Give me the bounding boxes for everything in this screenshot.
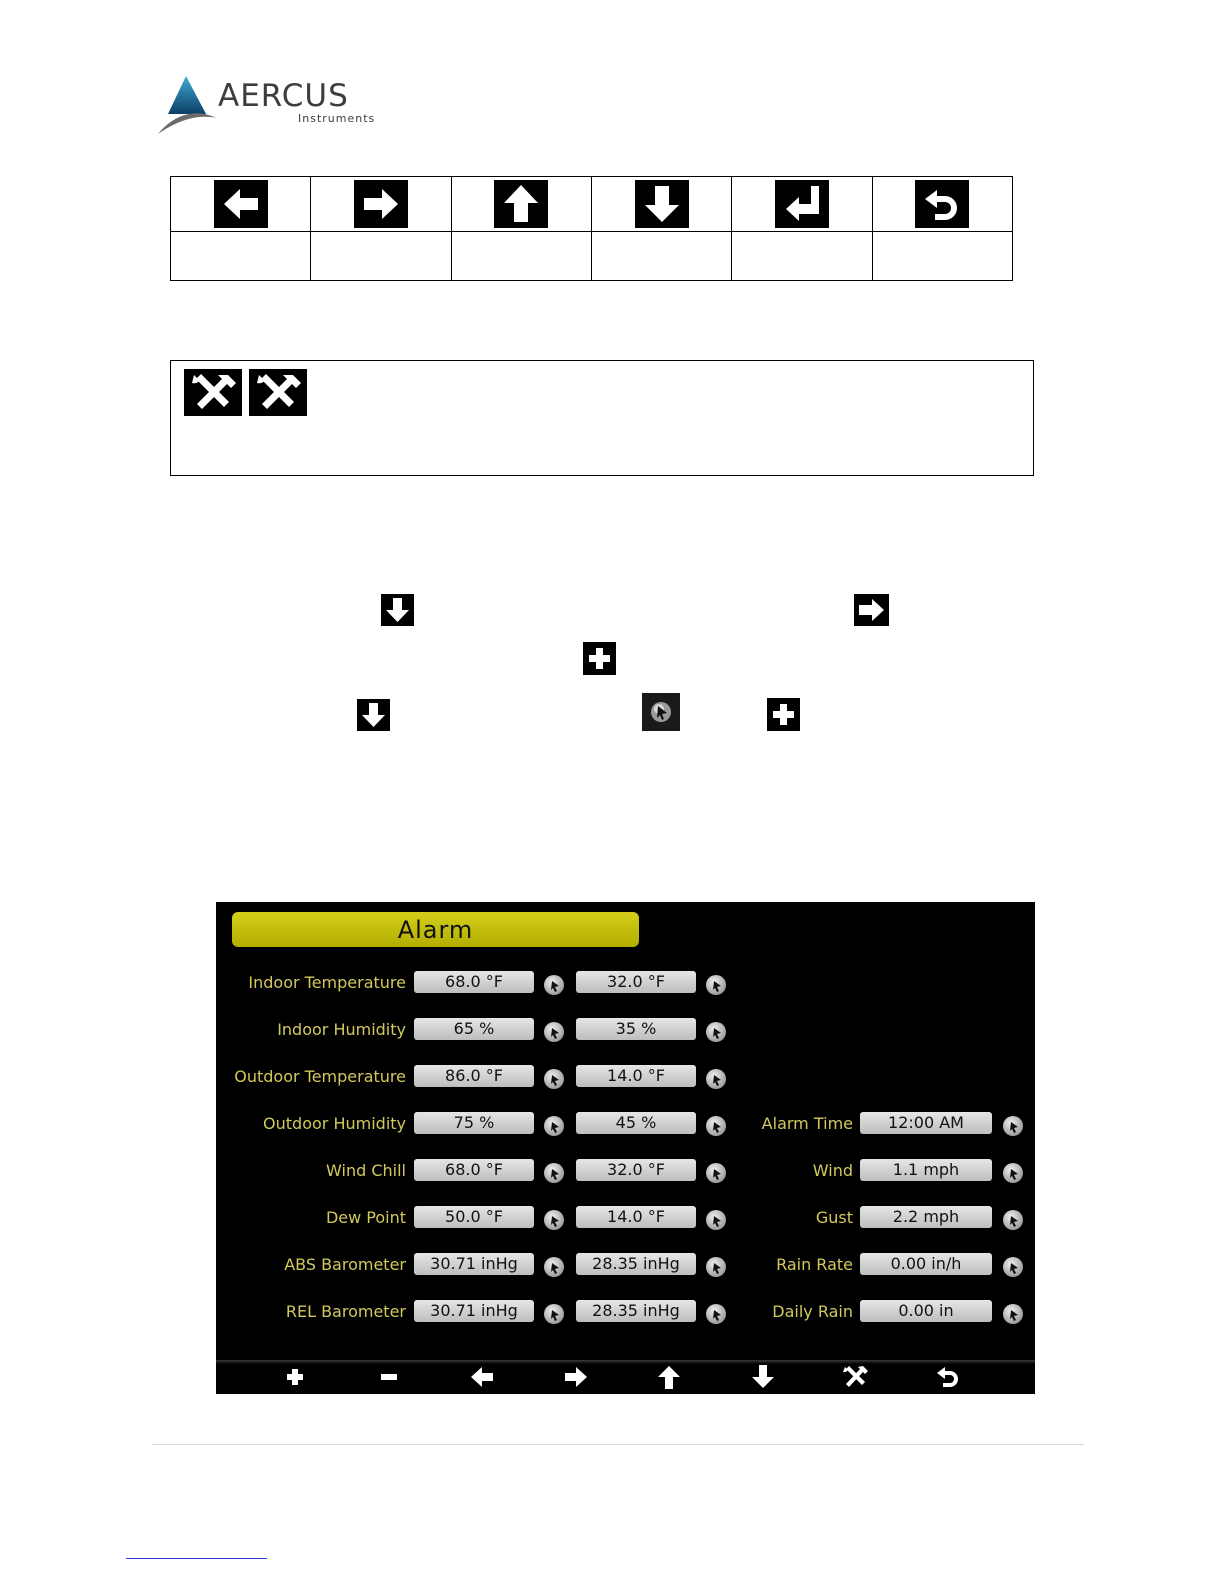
down-arrow-icon	[381, 594, 414, 626]
row-label: Indoor Temperature	[248, 973, 406, 992]
cursor-select-icon[interactable]	[1003, 1257, 1023, 1277]
cursor-select-icon[interactable]	[544, 1304, 564, 1324]
low-alarm-value[interactable]: 28.35 inHg	[576, 1300, 696, 1322]
cursor-select-icon[interactable]	[1003, 1210, 1023, 1230]
cursor-select-icon[interactable]	[1003, 1116, 1023, 1136]
high-alarm-value[interactable]: 86.0 °F	[414, 1065, 534, 1087]
tools-icon	[184, 369, 242, 416]
low-alarm-value[interactable]: 28.35 inHg	[576, 1253, 696, 1275]
low-alarm-value[interactable]: 32.0 °F	[576, 971, 696, 993]
plus-icon	[767, 698, 800, 731]
low-alarm-value[interactable]: 35 %	[576, 1018, 696, 1040]
row-label: Outdoor Temperature	[234, 1067, 406, 1086]
up-arrow-icon	[494, 180, 548, 228]
footer-divider	[152, 1444, 1084, 1445]
row-label: ABS Barometer	[284, 1255, 406, 1274]
plus-icon	[583, 642, 616, 675]
alarm-screen	[216, 902, 1035, 1394]
low-alarm-value[interactable]: 14.0 °F	[576, 1065, 696, 1087]
key-cell-return	[872, 177, 1012, 232]
key-cell-left	[171, 177, 311, 232]
cursor-select-icon[interactable]	[706, 1210, 726, 1230]
down-arrow-icon	[635, 180, 689, 228]
right-arrow-icon[interactable]	[561, 1363, 591, 1391]
cursor-select-icon	[642, 693, 680, 731]
cursor-select-icon[interactable]	[706, 1069, 726, 1089]
down-arrow-icon[interactable]	[748, 1363, 778, 1391]
row-label: Wind	[812, 1161, 853, 1180]
aercus-logo	[156, 70, 396, 140]
cursor-select-icon[interactable]	[1003, 1304, 1023, 1324]
cursor-select-icon[interactable]	[544, 1069, 564, 1089]
alarm-value[interactable]: 2.2 mph	[860, 1206, 992, 1228]
tools-icon	[249, 369, 307, 416]
cursor-select-icon[interactable]	[706, 1163, 726, 1183]
key-cell-right	[311, 177, 451, 232]
high-alarm-value[interactable]: 75 %	[414, 1112, 534, 1134]
alarm-value[interactable]: 0.00 in	[860, 1300, 992, 1322]
cursor-select-icon[interactable]	[706, 975, 726, 995]
cursor-select-icon[interactable]	[706, 1304, 726, 1324]
alarm-value[interactable]: 0.00 in/h	[860, 1253, 992, 1275]
key-cell-enter	[732, 177, 872, 232]
row-label: Gust	[815, 1208, 853, 1227]
row-label: Dew Point	[325, 1208, 406, 1227]
low-alarm-value[interactable]: 14.0 °F	[576, 1206, 696, 1228]
logo-wordmark: AERCUS	[218, 78, 349, 114]
row-label: Wind Chill	[326, 1161, 406, 1180]
cursor-select-icon[interactable]	[544, 1116, 564, 1136]
plus-icon[interactable]	[280, 1363, 310, 1391]
cursor-select-icon[interactable]	[706, 1257, 726, 1277]
cursor-select-icon[interactable]	[544, 975, 564, 995]
key-cell-up	[451, 177, 591, 232]
key-cell-down	[591, 177, 731, 232]
high-alarm-value[interactable]: 50.0 °F	[414, 1206, 534, 1228]
footer-link-underline[interactable]	[126, 1558, 267, 1559]
cursor-select-icon[interactable]	[706, 1022, 726, 1042]
low-alarm-value[interactable]: 32.0 °F	[576, 1159, 696, 1181]
minus-icon[interactable]	[374, 1363, 404, 1391]
right-arrow-icon	[854, 594, 889, 626]
left-arrow-icon	[214, 180, 268, 228]
cursor-select-icon[interactable]	[544, 1163, 564, 1183]
right-arrow-icon	[354, 180, 408, 228]
high-alarm-value[interactable]: 30.71 inHg	[414, 1300, 534, 1322]
enter-icon	[775, 180, 829, 228]
row-label: Indoor Humidity	[277, 1020, 406, 1039]
logo-mark	[156, 70, 218, 140]
cursor-select-icon[interactable]	[544, 1257, 564, 1277]
screen-button-bar	[216, 1360, 1035, 1394]
cursor-select-icon[interactable]	[706, 1116, 726, 1136]
low-alarm-value[interactable]: 45 %	[576, 1112, 696, 1134]
row-label: Outdoor Humidity	[263, 1114, 406, 1133]
alarm-value[interactable]: 1.1 mph	[860, 1159, 992, 1181]
cursor-select-icon[interactable]	[544, 1210, 564, 1230]
cursor-select-icon[interactable]	[544, 1022, 564, 1042]
cursor-select-icon[interactable]	[1003, 1163, 1023, 1183]
down-arrow-icon	[357, 699, 390, 731]
left-arrow-icon[interactable]	[467, 1363, 497, 1391]
high-alarm-value[interactable]: 30.71 inHg	[414, 1253, 534, 1275]
high-alarm-value[interactable]: 65 %	[414, 1018, 534, 1040]
high-alarm-value[interactable]: 68.0 °F	[414, 1159, 534, 1181]
button-key-table	[170, 176, 1013, 281]
high-alarm-value[interactable]: 68.0 °F	[414, 971, 534, 993]
screen-title: Alarm	[232, 912, 639, 947]
settings-note-box	[170, 360, 1034, 476]
return-icon	[915, 180, 969, 228]
alarm-value[interactable]: 12:00 AM	[860, 1112, 992, 1134]
row-label: REL Barometer	[285, 1302, 406, 1321]
up-arrow-icon[interactable]	[654, 1363, 684, 1391]
logo-subtitle: Instruments	[298, 112, 376, 125]
row-label: Rain Rate	[776, 1255, 853, 1274]
tools-icon[interactable]	[840, 1363, 870, 1391]
row-label: Alarm Time	[761, 1114, 853, 1133]
return-icon[interactable]	[933, 1363, 963, 1391]
row-label: Daily Rain	[772, 1302, 853, 1321]
